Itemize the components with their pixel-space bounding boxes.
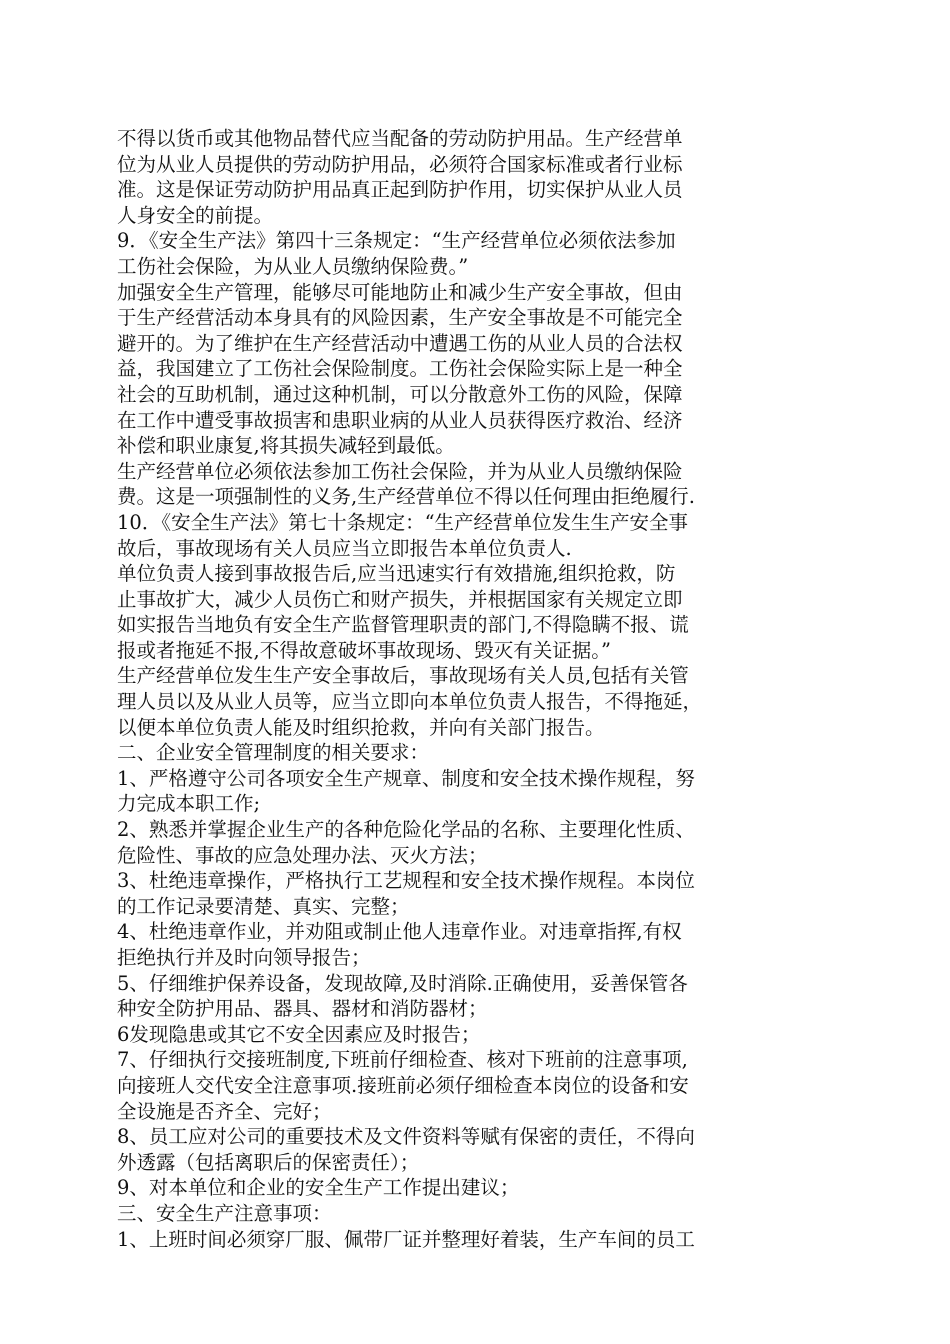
text-line: 于生产经营活动本身具有的风险因素，生产安全事故是不可能完全 [117, 306, 683, 330]
text-line: 1、上班时间必须穿厂服、佩带厂证并整理好着装，生产车间的员工 [117, 1227, 695, 1251]
text-line: 3、杜绝违章操作，严格执行工艺规程和安全技术操作规程。本岗位 [117, 869, 695, 893]
text-line: 故后，事故现场有关人员应当立即报告本单位负责人. [117, 536, 572, 560]
text-line: 5、仔细维护保养设备，发现故障,及时消除.正确使用，妥善保管各 [117, 971, 688, 995]
text-line: 10．《安全生产法》第七十条规定：“生产经营单位发生生产安全事 [117, 510, 689, 534]
section-heading: 二、企业安全管理制度的相关要求： [117, 741, 430, 765]
text-line: 单位负责人接到事故报告后,应当迅速实行有效措施,组织抢救，防 [117, 562, 676, 586]
text-line: 力完成本职工作; [117, 792, 261, 816]
text-line: 生产经营单位发生生产安全事故后，事故现场有关人员,包括有关管 [117, 664, 689, 688]
text-line: 1、严格遵守公司各项安全生产规章、制度和安全技术操作规程，努 [117, 766, 695, 790]
text-line: 人身安全的前提。 [117, 203, 274, 227]
text-line: 止事故扩大，减少人员伤亡和财产损失，并根据国家有关规定立即 [117, 587, 683, 611]
text-line: 向接班人交代安全注意事项.接班前必须仔细检查本岗位的设备和安 [117, 1073, 689, 1097]
text-line: 生产经营单位必须依法参加工伤社会保险，并为从业人员缴纳保险 [117, 459, 683, 483]
text-line: 危险性、事故的应急处理办法、灭火方法； [117, 843, 488, 867]
text-line: 种安全防护用品、器具、器材和消防器材； [117, 997, 488, 1021]
text-line: 社会的互助机制，通过这种机制，可以分散意外工伤的风险，保障 [117, 382, 683, 406]
text-line: 2、熟悉并掌握企业生产的各种危险化学品的名称、主要理化性质、 [117, 818, 695, 842]
text-line: 全设施是否齐全、完好； [117, 1099, 332, 1123]
text-line: 理人员以及从业人员等，应当立即向本单位负责人报告，不得拖延， [117, 690, 703, 714]
text-line: 6发现隐患或其它不安全因素应及时报告； [117, 1022, 481, 1046]
text-line: 补偿和职业康复,将其损失减轻到最低。 [117, 434, 455, 458]
text-line: 益，我国建立了工伤社会保险制度。工伤社会保险实际上是一种全 [117, 357, 683, 381]
document-body [117, 126, 833, 1252]
text-line: 以便本单位负责人能及时组织抢救，并向有关部门报告。 [117, 715, 605, 739]
text-line: 7、仔细执行交接班制度,下班前仔细检查、核对下班前的注意事项, [117, 1048, 688, 1072]
text-line: 9、对本单位和企业的安全生产工作提出建议； [117, 1176, 520, 1200]
text-line: 在工作中遭受事故损害和患职业病的从业人员获得医疗救治、经济 [117, 408, 683, 432]
text-line: 避开的。为了维护在生产经营活动中遭遇工伤的从业人员的合法权 [117, 331, 683, 355]
text-line: 位为从业人员提供的劳动防护用品，必须符合国家标准或者行业标 [117, 152, 683, 176]
text-line: 工伤社会保险，为从业人员缴纳保险费。” [117, 254, 469, 278]
text-line: 4、杜绝违章作业，并劝阻或制止他人违章作业。对违章指挥,有权 [117, 920, 682, 944]
text-line: 如实报告当地负有安全生产监督管理职责的部门,不得隐瞒不报、谎 [117, 613, 689, 637]
text-line: 外透露（包括离职后的保密责任）； [117, 1150, 420, 1174]
text-line: 报或者拖延不报,不得故意破坏事故现场、毁灭有关证据。” [117, 638, 611, 662]
text-line: 的工作记录要清楚、真实、完整； [117, 894, 410, 918]
text-line: 费。这是一项强制性的义务,生产经营单位不得以任何理由拒绝履行. [117, 485, 695, 509]
text-line: 8、员工应对公司的重要技术及文件资料等赋有保密的责任，不得向 [117, 1125, 695, 1149]
text-line: 加强安全生产管理，能够尽可能地防止和减少生产安全事故，但由 [117, 280, 683, 304]
text-line: 不得以货币或其他物品替代应当配备的劳动防护用品。生产经营单 [117, 127, 683, 150]
text-line: 拒绝执行并及时向领导报告； [117, 946, 371, 969]
text-line: 9．《安全生产法》第四十三条规定：“生产经营单位必须依法参加 [117, 229, 676, 253]
section-heading: 三、安全生产注意事项： [117, 1201, 332, 1225]
text-line: 准。这是保证劳动防护用品真正起到防护作用，切实保护从业人员 [117, 178, 683, 202]
